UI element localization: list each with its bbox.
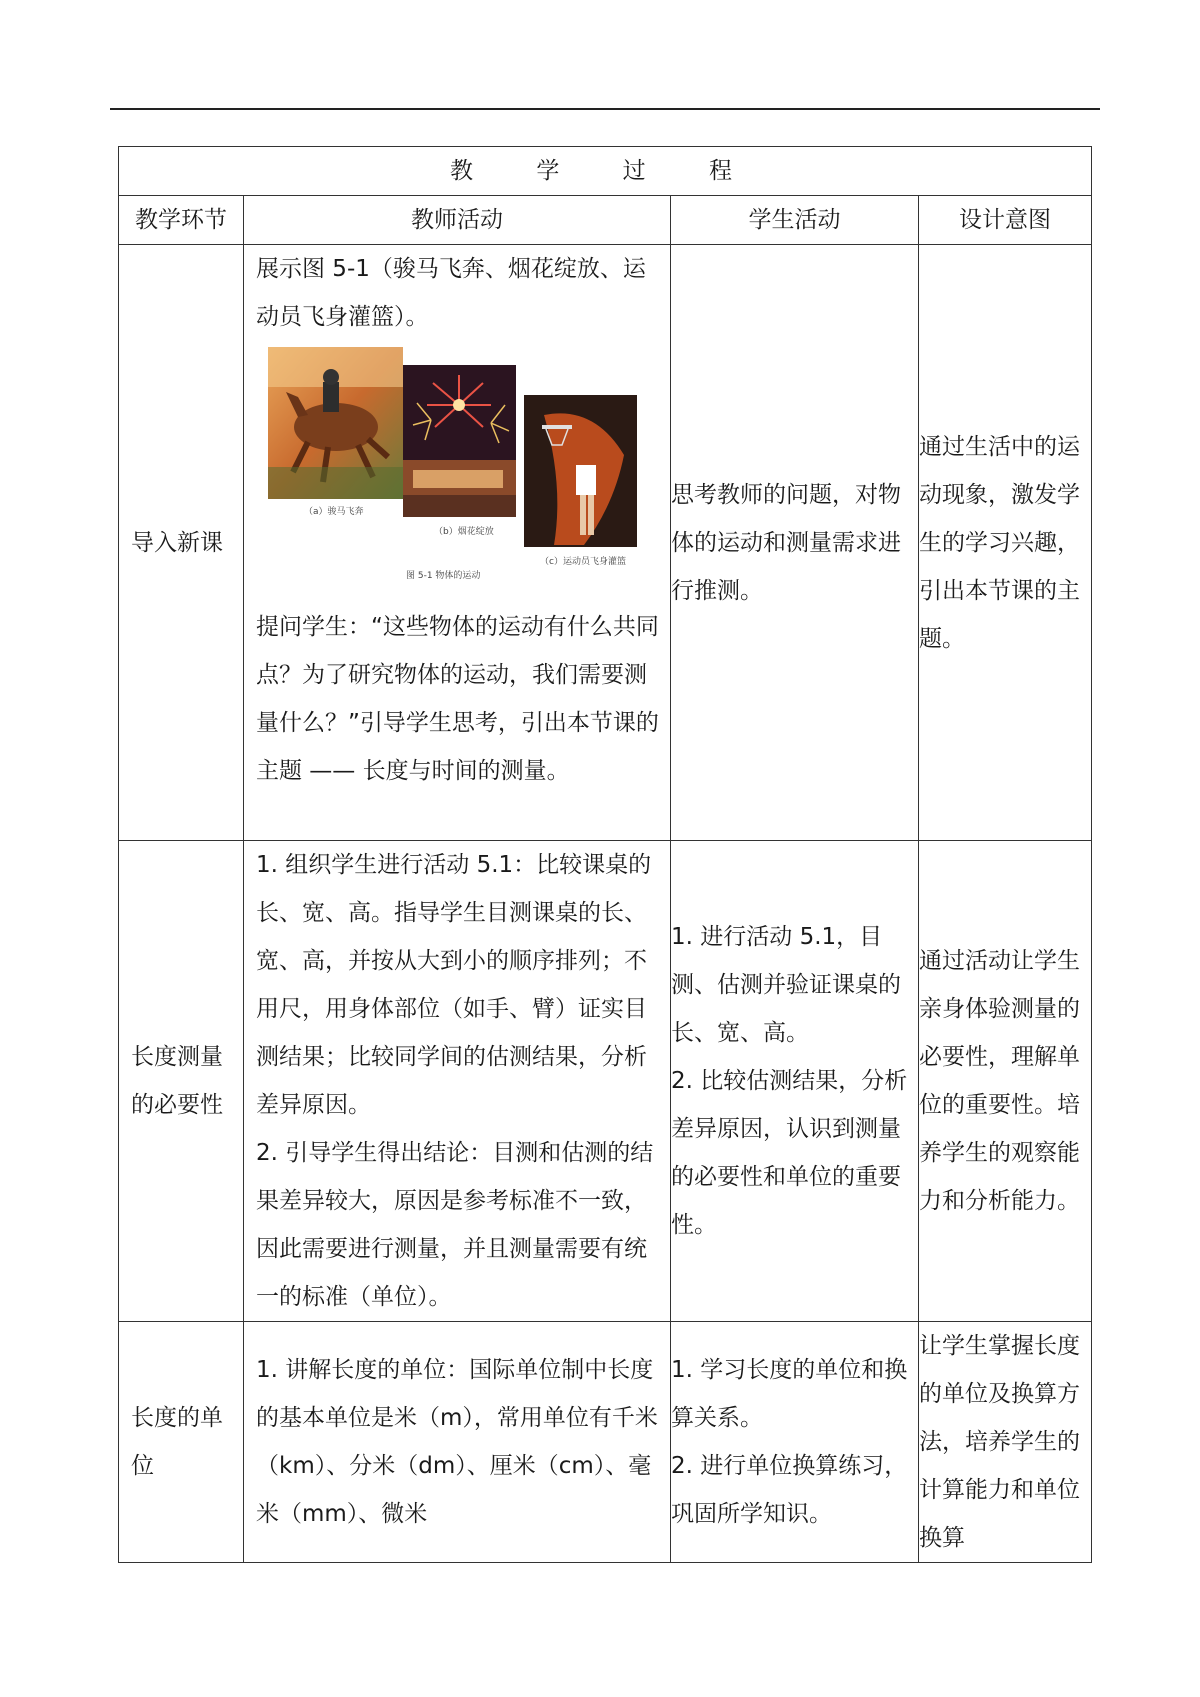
header-teacher: 教师活动	[244, 196, 671, 245]
intent-intro: 通过生活中的运动现象，激发学生的学习兴趣，引出本节课的主题。	[919, 245, 1092, 841]
student-necessity-item-1: 1. 进行活动 5.1，目测、估测并验证课桌的长、宽、高。	[671, 924, 901, 1046]
teacher-necessity-item-2: 2. 引导学生得出结论：目测和估测的结果差异较大，原因是参考标准不一致，因此需要进行测量，并且测量需要有统一的标准（单位）。	[256, 1140, 654, 1310]
teacher-units-text: 1. 讲解长度的单位：国际单位制中长度的基本单位是米（m），常用单位有千米（km）、分米（dm）、厘米（cm）、毫米（mm）、微米	[256, 1357, 658, 1527]
student-units-cell	[671, 1322, 919, 1563]
stage-necessity: 长度测量的必要性	[119, 841, 244, 1322]
teacher-question-text: 提问学生：“这些物体的运动有什么共同点？为了研究物体的运动，我们需要测量什么？”引导学生思考，引出本节课的主题 —— 长度与时间的测量。	[256, 614, 659, 784]
intent-necessity: 通过活动让学生亲身体验测量的必要性，理解单位的重要性。培养学生的观察能力和分析能力。	[919, 841, 1092, 1322]
stage-units: 长度的单位	[119, 1322, 244, 1563]
header-stage: 教学环节	[119, 196, 244, 245]
table-row	[119, 245, 1092, 841]
teacher-necessity-cell	[244, 841, 671, 1322]
student-units-item-1: 1. 学习长度的单位和换算关系。	[671, 1357, 908, 1431]
student-intro: 思考教师的问题，对物体的运动和测量需求进行推测。	[671, 245, 919, 841]
header-rule	[110, 108, 1100, 110]
caption-a: （a）骏马飞奔	[304, 507, 364, 517]
figure-5-1	[256, 347, 662, 599]
basketball-photo	[524, 395, 637, 547]
teacher-intro-cell	[244, 245, 671, 841]
teacher-intro-text: 展示图 5-1（骏马飞奔、烟花绽放、运动员飞身灌篮）。	[256, 256, 646, 330]
student-units-item-2: 2. 进行单位换算练习，巩固所学知识。	[671, 1453, 908, 1527]
intent-units: 让学生掌握长度的单位及换算方法，培养学生的计算能力和单位换算	[919, 1322, 1092, 1563]
caption-main: 图 5-1 物体的运动	[406, 571, 481, 581]
student-necessity-item-2: 2. 比较估测结果，分析差异原因，认识到测量的必要性和单位的重要性。	[671, 1068, 908, 1238]
caption-c: （c）运动员飞身灌篮	[540, 557, 626, 567]
table-title: 教 学 过 程	[119, 147, 1092, 196]
teacher-units-cell	[244, 1322, 671, 1563]
fireworks-photo	[403, 365, 516, 517]
caption-b: （b）烟花绽放	[434, 527, 494, 537]
teacher-necessity-item-1: 1. 组织学生进行活动 5.1：比较课桌的长、宽、高。指导学生目测课桌的长、宽、高，并按从大到小的顺序排列；不用尺，用身体部位（如手、臂）证实目测结果；比较同学间的估测结果，分析差异原因。	[256, 852, 652, 1118]
teaching-process-table	[118, 146, 1092, 1563]
student-necessity-cell	[671, 841, 919, 1322]
horse-photo	[268, 347, 403, 499]
header-intent: 设计意图	[919, 196, 1092, 245]
table-row	[119, 841, 1092, 1322]
header-student: 学生活动	[671, 196, 919, 245]
stage-intro: 导入新课	[119, 245, 244, 841]
table-row	[119, 1322, 1092, 1563]
